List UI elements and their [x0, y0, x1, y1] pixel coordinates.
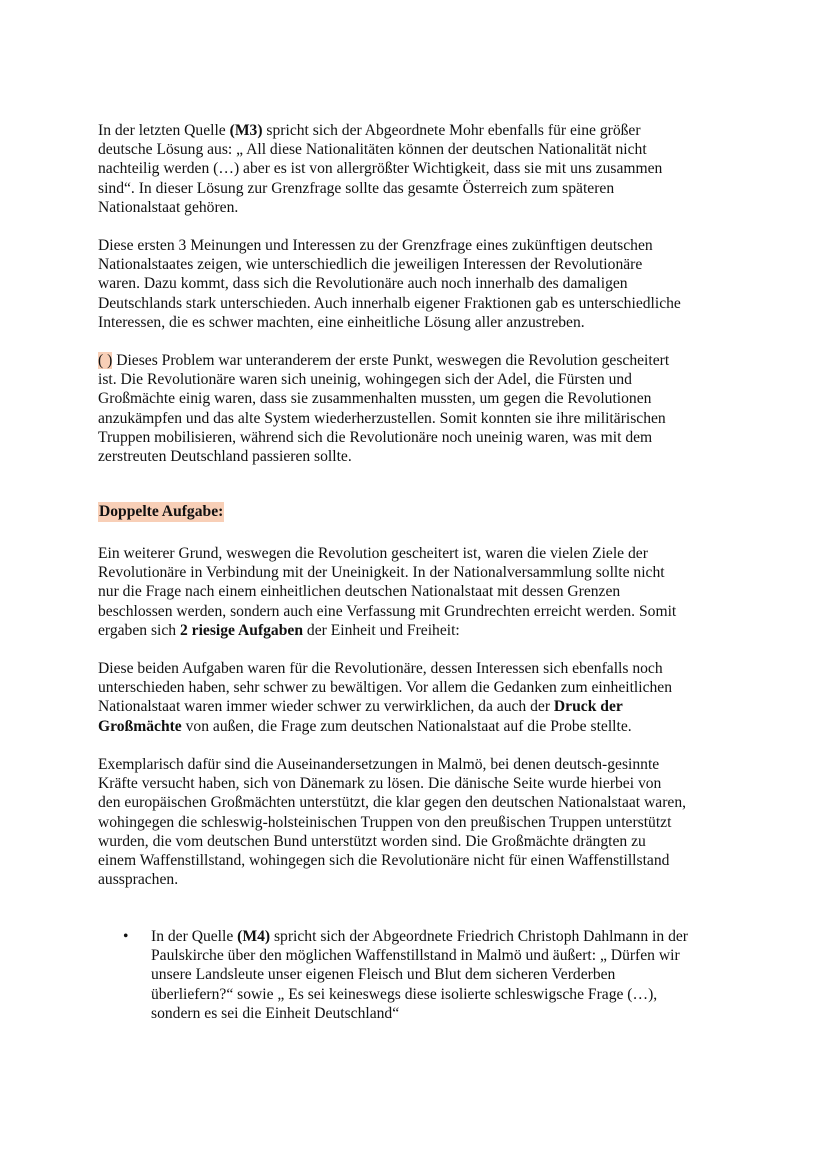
text-line — [151, 1004, 751, 1023]
section-heading — [98, 502, 224, 521]
text-run: unterschieden haben, sehr schwer zu bewältigen. Vor allem die Gedanken zum einheitlichen — [98, 679, 673, 697]
paragraph-two-tasks — [98, 544, 738, 640]
text-run: anzukämpfen und das alte System wiederherzustellen. Somit konnten sie ihre militärischen — [98, 409, 666, 427]
text-line — [98, 813, 738, 832]
text-run: Großmächte einig waren, dass sie zusammenhalten mussten, um gegen die Revolutionen — [98, 390, 652, 408]
text-line — [98, 717, 738, 736]
text-run: In der letzten Quelle — [98, 122, 230, 139]
section-heading-text: Doppelte Aufgabe: — [99, 503, 224, 520]
paragraph-interests — [98, 236, 738, 332]
bold-text: (M3) — [229, 122, 263, 139]
text-line — [98, 563, 738, 582]
text-run: nachteilig werden (…) aber es ist von allergrößter Wichtigkeit, dass sie mit uns zusammen — [98, 160, 663, 178]
text-line — [151, 965, 751, 984]
text-run: zerstreuten Deutschland passieren sollte. — [98, 448, 352, 466]
text-line — [98, 582, 738, 601]
bullet-text — [151, 927, 751, 1023]
text-line — [98, 447, 738, 466]
paragraph-m3 — [98, 121, 738, 217]
text-run: unsere Landsleute unser eigenen Fleisch und Blut dem sicheren Verderben — [151, 966, 616, 984]
text-run: Paulskirche über den möglichen Waffenstillstand in Malmö und äußert: „ Dürfen wir — [151, 947, 680, 965]
text-run: Dieses Problem war unteranderem der erste Punkt, weswegen die Revolution gescheitert — [112, 352, 670, 369]
text-line — [98, 370, 738, 389]
text-run: nur die Frage nach einem einheitlichen deutschen Nationalstaat mit dessen Grenzen — [98, 583, 621, 601]
text-line — [98, 294, 738, 313]
text-run: Diese beiden Aufgaben waren für die Revolutionäre, dessen Interessen sich ebenfalls noch — [98, 660, 663, 677]
text-line — [98, 832, 738, 851]
text-line — [98, 159, 738, 178]
text-line — [98, 793, 738, 812]
text-line — [98, 428, 738, 447]
text-line — [98, 544, 738, 563]
text-run: Revolutionäre in Verbindung mit der Uneinigkeit. In der Nationalversammlung sollte nicht — [98, 564, 665, 582]
text-line — [151, 985, 751, 1004]
text-line — [98, 313, 738, 332]
text-run: Truppen mobilisieren, während sich die Revolutionäre noch uneinig waren, was mit dem — [98, 428, 653, 446]
bold-text: 2 riesige Aufgaben — [179, 621, 303, 639]
text-run: überliefern?“ sowie „ Es sei keineswegs diese isolierte schleswigsche Frage (…), — [151, 985, 658, 1003]
text-line — [98, 121, 738, 140]
text-run: Exemplarisch dafür sind die Auseinandersetzungen in Malmö, bei denen deutsch-gesinnte — [98, 756, 660, 773]
text-line — [98, 870, 738, 889]
text-run: der Einheit und Freiheit: — [303, 621, 460, 639]
text-run: wurden, die vom deutschen Bund unterstützt worden sind. Die Großmächte drängten zu — [98, 832, 646, 850]
text-line — [98, 198, 738, 217]
paragraph-tasks-difficulty — [98, 659, 738, 736]
text-line — [98, 851, 738, 870]
text-run: Nationalstaat waren immer wieder schwer zu verwirklichen, da auch der — [98, 698, 554, 716]
text-run: einem Waffenstillstand, wohingegen sich die Revolutionäre nicht für einen Waffenstillstand — [98, 852, 670, 870]
text-run: sondern es sei die Einheit Deutschland“ — [151, 1004, 400, 1022]
text-line — [98, 621, 738, 640]
text-run: wohingegen die schleswig-holsteinischen Truppen von den preußischen Truppen unterstützt — [98, 813, 672, 831]
text-line — [98, 602, 738, 621]
text-run: waren. Dazu kommt, dass sich die Revolutionäre auch noch innerhalb des damaligen — [98, 275, 628, 293]
text-run: In der Quelle — [151, 928, 238, 945]
highlight-marker: ( ) — [98, 352, 113, 369]
text-run: Interessen, die es schwer machten, eine einheitliche Lösung aller anzustreben. — [98, 313, 585, 331]
text-run: Diese ersten 3 Meinungen und Interessen zu der Grenzfrage eines zukünftigen deutschen — [98, 237, 653, 254]
text-line — [98, 389, 738, 408]
bold-text: Großmächte — [98, 717, 182, 735]
text-line — [98, 274, 738, 293]
text-run: Nationalstaates zeigen, wie unterschiedlich die jeweiligen Interessen der Revolutionäre — [98, 256, 643, 274]
text-run: beschlossen werden, sondern auch eine Verfassung mit Grundrechten erreicht werden. Somit — [98, 602, 677, 620]
text-line — [151, 927, 751, 946]
text-run: spricht sich der Abgeordnete Friedrich Christoph Dahlmann in der — [270, 928, 688, 945]
text-run: deutsche Lösung aus: „ All diese Nationalitäten können der deutschen Nationalität nicht — [98, 141, 647, 159]
text-line — [98, 140, 738, 159]
text-run: Nationalstaat gehören. — [98, 198, 239, 216]
text-line — [98, 236, 738, 255]
text-line — [98, 755, 738, 774]
paragraph-problem — [98, 351, 738, 466]
text-run: spricht sich der Abgeordnete Mohr ebenfalls für eine größer — [262, 122, 641, 139]
text-line — [98, 678, 738, 697]
bullet-icon: • — [123, 928, 129, 945]
text-line — [98, 774, 738, 793]
paragraph-malmo — [98, 755, 738, 889]
bold-text: Druck der — [553, 698, 623, 716]
text-run: von außen, die Frage zum deutschen Nationalstaat auf die Probe stellte. — [181, 717, 632, 735]
text-line — [98, 255, 738, 274]
text-line — [98, 697, 738, 716]
text-line — [98, 659, 738, 678]
text-run: aussprachen. — [98, 871, 179, 889]
text-line — [98, 179, 738, 198]
text-run: ergaben sich — [98, 621, 180, 639]
text-run: den europäischen Großmächten unterstützt, die klar gegen den deutschen Nationalstaat waren, — [98, 794, 687, 812]
text-line — [98, 351, 738, 370]
bold-text: (M4) — [237, 928, 271, 945]
text-line — [151, 946, 751, 965]
text-line — [98, 409, 738, 428]
text-run: ist. Die Revolutionäre waren sich uneinig, wohingegen sich der Adel, die Fürsten und — [98, 371, 632, 389]
text-run: Kräfte versucht haben, sich von Dänemark zu lösen. Die dänische Seite wurde hierbei von — [98, 775, 662, 793]
text-run: Deutschlands stark unterschieden. Auch innerhalb eigener Fraktionen gab es unterschiedliche — [98, 294, 681, 312]
text-run: Ein weiterer Grund, weswegen die Revolution gescheitert ist, waren die vielen Ziele der — [98, 545, 648, 562]
text-run: sind“. In dieser Lösung zur Grenzfrage sollte das gesamte Österreich zum späteren — [98, 179, 615, 197]
